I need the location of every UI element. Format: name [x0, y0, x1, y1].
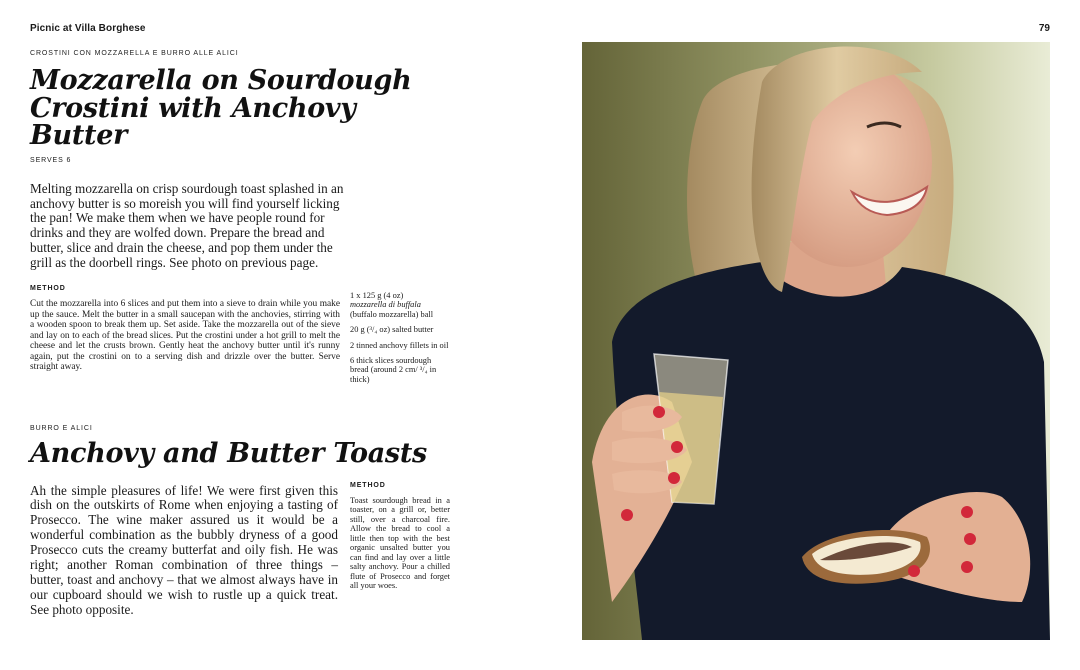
nail: [668, 472, 680, 484]
nail: [964, 533, 976, 545]
nail: [653, 406, 665, 418]
method-section: [350, 482, 450, 591]
recipe-intro: Melting mozzarella on crisp sourdough toast splashed in an anchovy butter is so moreish you will find yourself licking the pan! We make them when we have people round for drinks and they are wolfed down. Prepare the bread and butter, slice and drain the cheese, and pop them under the grill as the doorbell rings. See photo on previous page.: [30, 180, 344, 271]
ingredient-item: 2 tinned anchovy fillets in oil: [350, 340, 449, 350]
ingredient-quantity: 1 x 125 g (4 oz): [350, 291, 404, 300]
recipe-title: Mozzarella on Sourdough Crostini with Anchovy Butter: [30, 65, 412, 152]
nail: [961, 506, 973, 518]
photo-woman-with-prosecco: [582, 42, 1050, 640]
serves-label: SERVES 6: [30, 156, 72, 164]
nail: [961, 561, 973, 573]
page-number: 79: [1038, 23, 1050, 34]
ingredient-italic-name: mozzarella di buffala: [350, 300, 421, 310]
method-label: METHOD: [350, 482, 386, 489]
recipe-title: Anchovy and Butter Toasts: [30, 438, 427, 469]
ingredient-item: 20 g (³/₄ oz) salted butter: [350, 325, 434, 335]
recipe-italian-name: CROSTINI CON MOZZARELLA E BURRO ALLE ALICI: [30, 50, 239, 57]
recipe-intro: Ah the simple pleasures of life! We were first given this dish on the outskirts of Rome when enjoying a tasting of Prosecco. The wine maker assured us it would be a wonderful combination as the bubbly dryness of a good Prosecco cuts the creamy butterfat and oily fish. He was right; another Roman combination of three things – butter, toast and anchovy – that we almost always have in our cupboard should we wish to rustle up a quick treat. See photo opposite.: [30, 482, 338, 617]
running-head: Picnic at Villa Borghese: [30, 23, 146, 34]
nail: [621, 509, 633, 521]
method-text: Cut the mozzarella into 6 slices and put them into a sieve to drain while you make up the sauce. Melt the butter in a small saucepan with the anchovies, stirring with a wooden spoon to break them up. Set aside. Take the mozzarella out of the sieve and lay on to each of the bread slices. Put the crostini under a hot grill to melt the cheese and let the crusts brown. Gently heat the anchovy butter until it's runny again, put the crostini on to a serving dish and drizzle over the butter. Serve straight away.: [30, 299, 340, 373]
recipe-italian-name: BURRO E ALICI: [30, 425, 93, 432]
ingredient-item: [350, 291, 450, 319]
nail: [671, 441, 683, 453]
method-label: METHOD: [30, 285, 66, 293]
method-text: Toast sourdough bread in a toaster, on a grill or, better still, over a charcoal fire. Allow the bread to cool a little then top with the best organic unsalted butter you can find and lay over a little salty anchovy. Pour a chilled flute of Prosecco and forget all your woes.: [350, 496, 450, 591]
ingredient-description: (buffalo mozzarella) ball: [350, 309, 434, 319]
photo-illustration: [582, 42, 1050, 640]
nail: [908, 565, 920, 577]
ingredients-list: [350, 291, 450, 390]
ingredient-item: 6 thick slices sourdough bread (around 2 cm/ ³/₄ in thick): [350, 356, 437, 384]
